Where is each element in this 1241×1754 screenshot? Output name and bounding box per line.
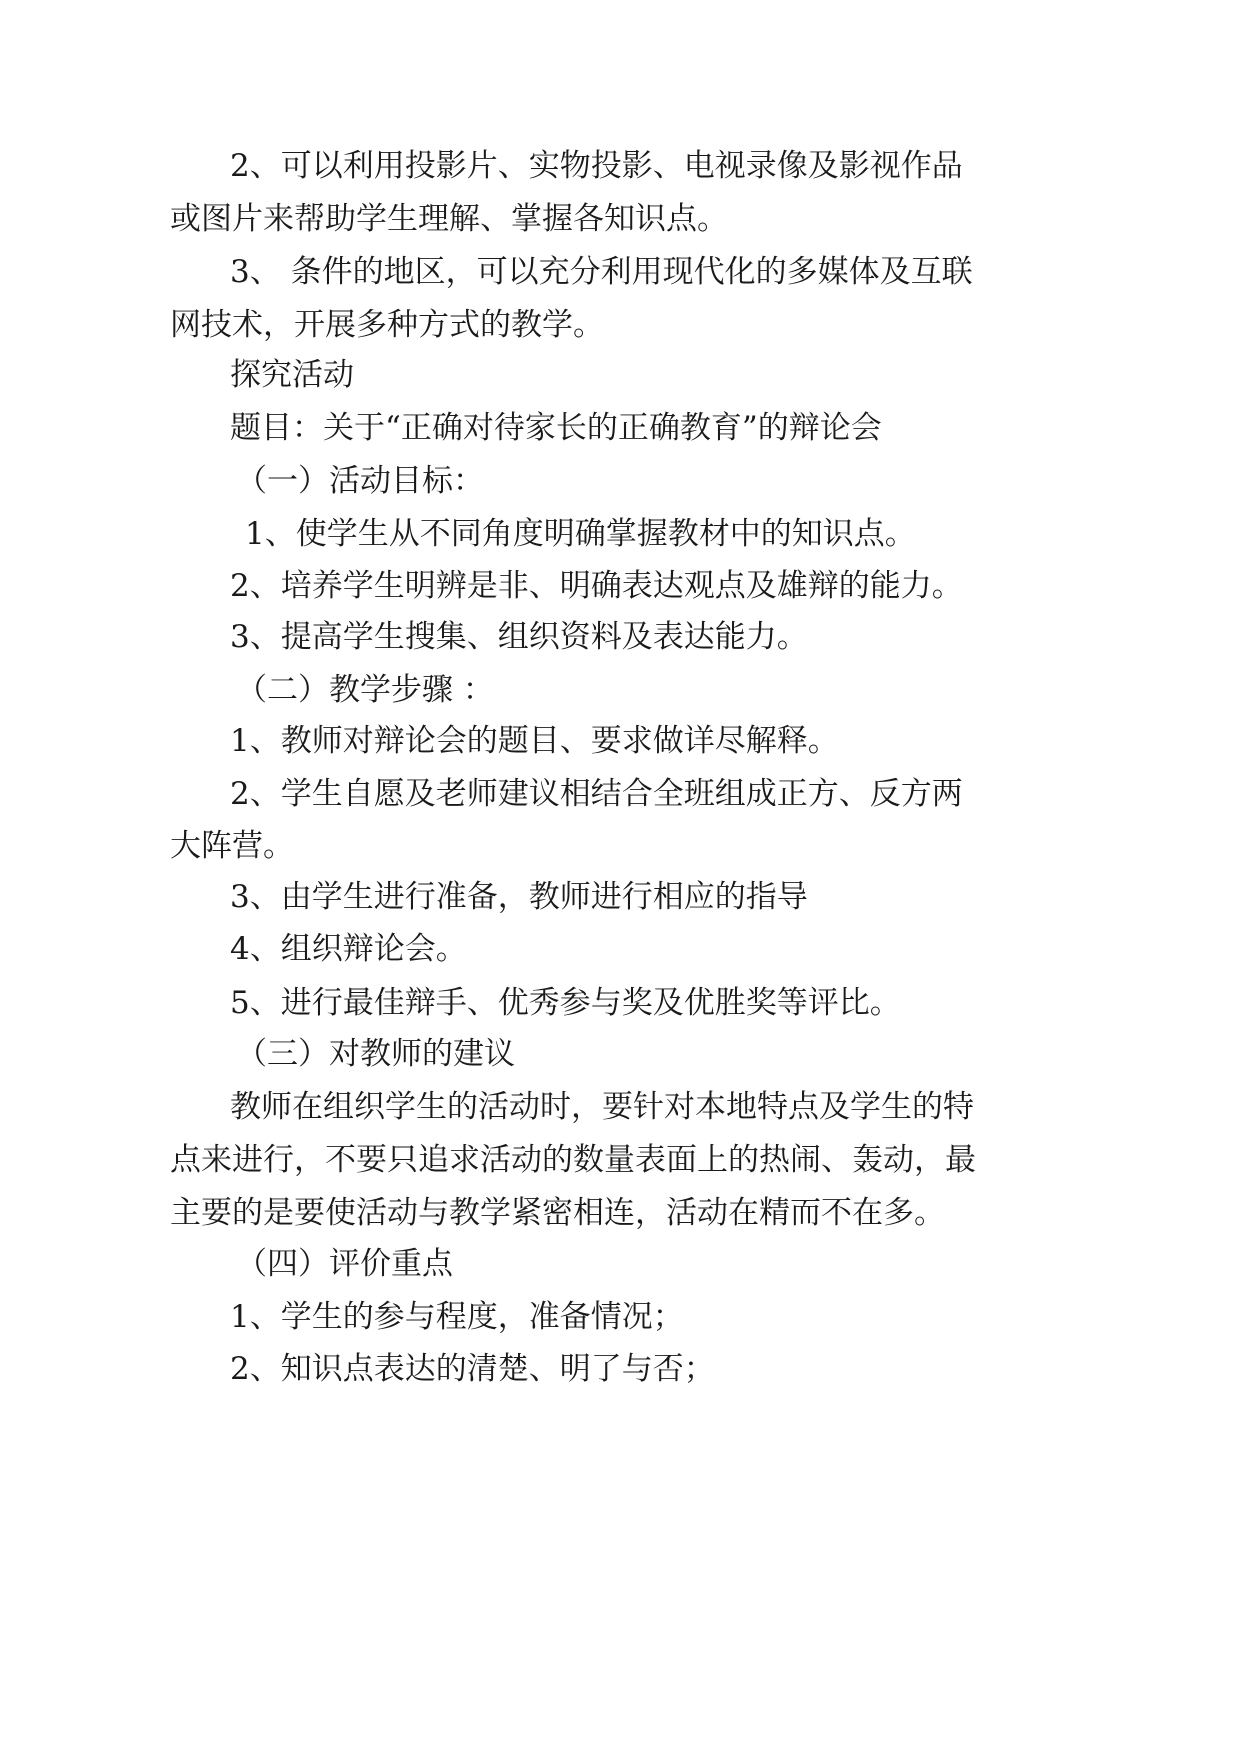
list-item: 5、进行最佳辩手、优秀参与奖及优胜奖等评比。 xyxy=(230,985,901,1021)
list-item-continuation: 大阵营。 xyxy=(170,828,294,864)
subsection-heading: （二）教学步骤 ： xyxy=(236,672,494,708)
list-item: 2、培养学生明辨是非、明确表达观点及雄辩的能力。 xyxy=(230,568,963,604)
list-item: 2、知识点表达的清楚、明了与否； xyxy=(230,1351,715,1387)
list-item: 4、组织辩论会。 xyxy=(230,931,467,967)
paragraph-line: 网技术，开展多种方式的教学。 xyxy=(170,307,604,343)
paragraph-line: 或图片来帮助学生理解、掌握各知识点。 xyxy=(170,201,728,237)
subsection-heading: （四）评价重点 xyxy=(236,1246,453,1282)
list-item: 1、学生的参与程度，准备情况； xyxy=(230,1299,684,1335)
paragraph-line: 2、可以利用投影片、实物投影、电视录像及影视作品 xyxy=(230,148,963,184)
list-item: 2、学生自愿及老师建议相结合全班组成正方、反方两 xyxy=(230,776,963,812)
subsection-heading: （一）活动目标： xyxy=(236,463,484,499)
list-item: 1、使学生从不同角度明确掌握教材中的知识点。 xyxy=(245,516,916,552)
paragraph-line: 点来进行，不要只追求活动的数量表面上的热闹、轰动，最 xyxy=(170,1142,976,1178)
list-item: 3、由学生进行准备，教师进行相应的指导 xyxy=(230,879,808,915)
paragraph-line: 3、 条件的地区，可以充分利用现代化的多媒体及互联 xyxy=(230,254,973,290)
list-item: 1、教师对辩论会的题目、要求做详尽解释。 xyxy=(230,723,839,759)
section-heading: 探究活动 xyxy=(230,357,354,393)
list-item: 3、提高学生搜集、组织资料及表达能力。 xyxy=(230,619,808,655)
activity-title: 题目：关于“正确对待家长的正确教育”的辩论会 xyxy=(230,410,882,446)
paragraph-line: 主要的是要使活动与教学紧密相连，活动在精而不在多。 xyxy=(170,1195,945,1231)
paragraph-line: 教师在组织学生的活动时，要针对本地特点及学生的特 xyxy=(230,1089,974,1125)
subsection-heading: （三）对教师的建议 xyxy=(236,1036,515,1072)
